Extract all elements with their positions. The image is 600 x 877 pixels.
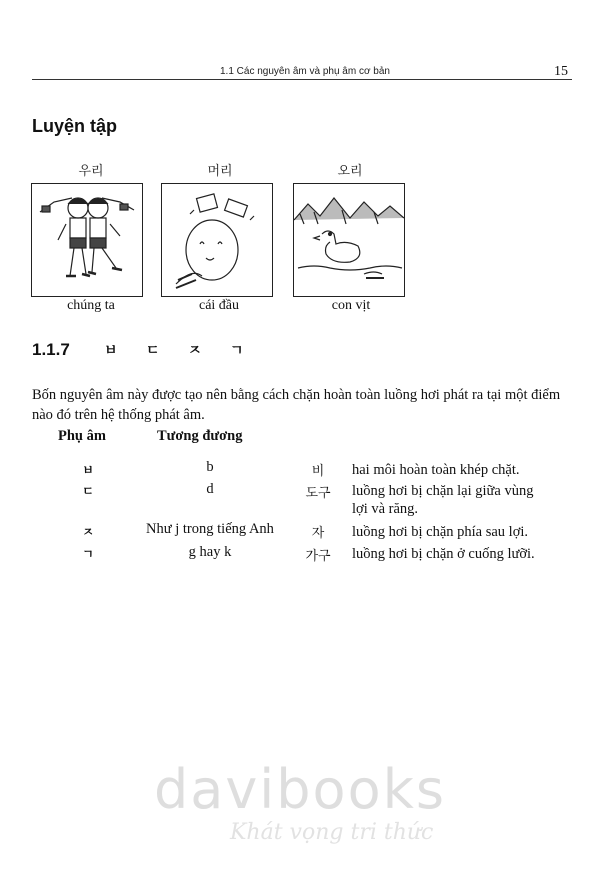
practice-caption-3: con vịt <box>331 298 371 313</box>
watermark-slogan: Khát vọng tri thức <box>230 820 434 845</box>
practice-word-3: 오리 <box>337 164 363 179</box>
header-rule <box>32 79 572 80</box>
table-row-2-description: luồng hơi bị chặn lại giữa vùng lợi và răng. <box>352 483 534 517</box>
illustration-children <box>31 183 143 297</box>
section-number: 1.1.7 <box>32 340 70 359</box>
duck-drawing <box>294 184 404 296</box>
table-row-1-example: 비 <box>311 464 325 479</box>
table-row-1-jamo: ㅂ <box>82 463 94 477</box>
running-header: 1.1 Các nguyên âm và phụ âm cơ bản <box>220 66 390 77</box>
practice-caption-1: chúng ta <box>67 298 115 313</box>
table-row-4-equivalent: g hay k <box>188 544 232 560</box>
section-jamo-4: ㄱ <box>230 343 244 359</box>
head-drawing <box>162 184 272 296</box>
page-number: 15 <box>554 64 568 79</box>
table-row-2-equivalent: d <box>206 481 214 497</box>
practice-word-2: 머리 <box>207 164 233 179</box>
table-row-4-example: 가구 <box>305 549 331 564</box>
table-row-3-example: 자 <box>311 526 325 541</box>
section-intro: Bốn nguyên âm này được tạo nên bằng cách chặn hoàn toàn luồng hơi phát ra tại một điểm nào đó trên hệ thống phát âm. <box>32 387 561 423</box>
section-jamo-3: ㅈ <box>188 343 202 359</box>
table-header-equivalent: Tương đương <box>157 428 243 444</box>
table-row-1-equivalent: b <box>206 459 214 475</box>
section-jamo-2: ㄷ <box>146 343 160 359</box>
practice-word-1: 우리 <box>78 164 104 179</box>
table-row-3-equivalent: Như j trong tiếng Anh <box>146 521 274 537</box>
table-row-2-example: 도구 <box>305 486 331 501</box>
table-row-4-description: luồng hơi bị chặn ở cuống lưỡi. <box>352 546 535 562</box>
practice-heading: Luyện tập <box>32 116 118 136</box>
watermark-brand: davibooks <box>153 758 447 821</box>
section-jamo-1: ㅂ <box>104 343 118 359</box>
table-header-consonant: Phụ âm <box>58 428 106 444</box>
children-drawing <box>32 184 142 296</box>
illustration-head <box>161 183 273 297</box>
table-row-3-jamo: ㅈ <box>82 525 94 539</box>
table-row-4-jamo: ㄱ <box>82 547 94 561</box>
practice-caption-2: cái đầu <box>198 298 240 313</box>
table-row-1-description: hai môi hoàn toàn khép chặt. <box>352 462 520 478</box>
table-row-2-jamo: ㄷ <box>82 484 94 498</box>
table-row-3-description: luồng hơi bị chặn phía sau lợi. <box>352 524 529 540</box>
illustration-duck <box>293 183 405 297</box>
